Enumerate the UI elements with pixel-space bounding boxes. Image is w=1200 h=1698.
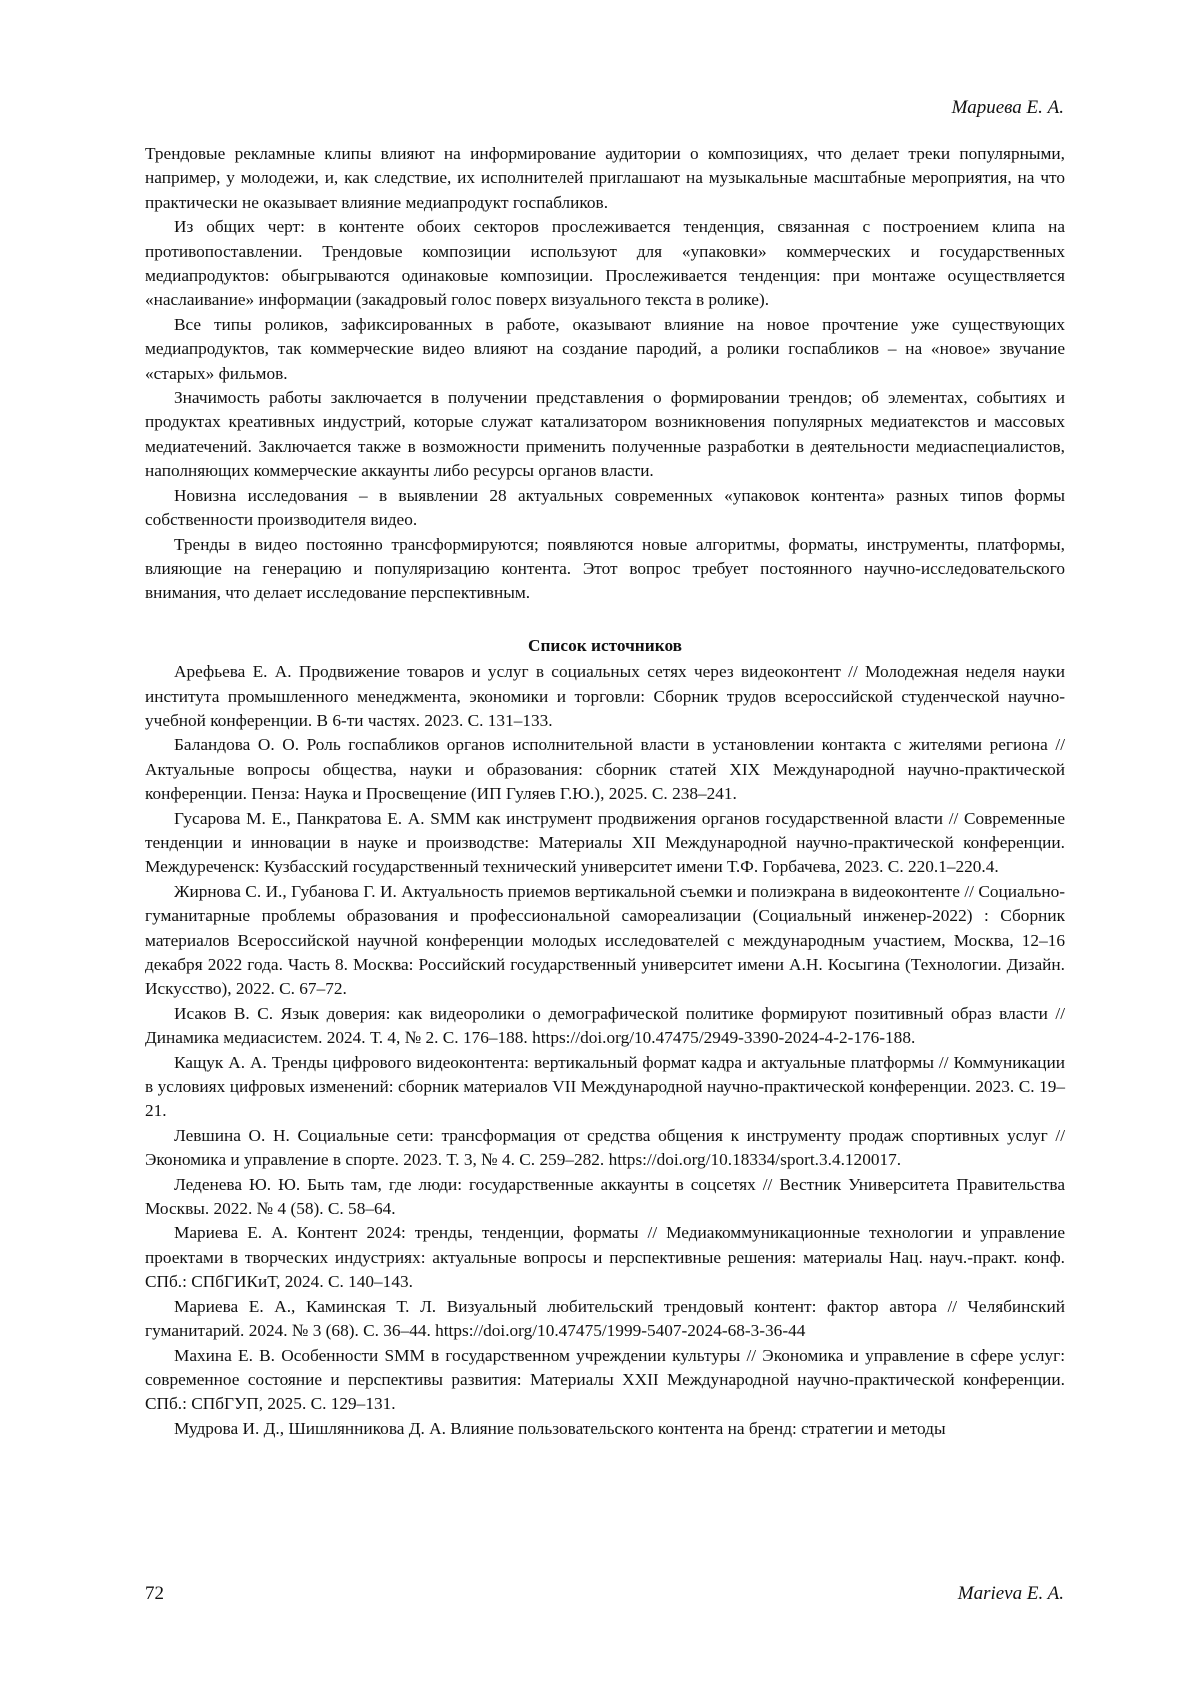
page-number: 72 [145,1583,164,1604]
reference-item: Мариева Е. А. Контент 2024: тренды, тенденции, форматы // Медиакоммуникационные технологии и управление проектами в творческих индустриях: актуальные вопросы и перспективные решения: материалы Нац. науч.-практ. конф. СПб.: СПбГИКиТ, 2024. С. 140–143. [145,1223,1065,1292]
reference-item: Левшина О. Н. Социальные сети: трансформация от средства общения к инструменту продаж спортивных услуг // Экономика и управление в спорте. 2023. Т. 3, № 4. С. 259–282. https://doi.org/10.18334/sport.3.4.120017. [145,1125,1065,1170]
reference-item: Махина Е. В. Особенности SMM в государственном учреждении культуры // Экономика и управление в сфере услуг: современное состояние и перспективы развития: Материалы XXII Международной научно-практической конференции. СПб.: СПбГУП, 2025. С. 129–131. [145,1345,1065,1414]
running-head: Мариева Е. А. [951,97,1064,118]
reference-item: Жирнова С. И., Губанова Г. И. Актуальность приемов вертикальной съемки и полиэкрана в видеоконтенте // Социально-гуманитарные проблемы образования и профессиональной самореализации (Социальный инженер-2022) : Сборник материалов Всероссийской научной конференции молодых исследователей с международным участием, Москва, 12–16 декабря 2022 года. Часть 8. Москва: Российский государственный университет имени А.Н. Косыгина (Технологии. Дизайн. Искусство), 2022. С. 67–72. [145,881,1065,999]
body-paragraph: Все типы роликов, зафиксированных в работе, оказывают влияние на новое прочтение уже существующих медиапродуктов, так коммерческие видео влияют на создание пародий, а ролики госпабликов – на «новое» звучание «старых» фильмов. [145,314,1065,383]
article-body [145,142,1065,1441]
reference-item: Арефьева Е. А. Продвижение товаров и услуг в социальных сетях через видеоконтент // Молодежная неделя науки института промышленного менеджмента, экономики и торговли: Сборник трудов всероссийской студенческой научно-учебной конференции. В 6-ти частях. 2023. С. 131–133. [145,662,1065,730]
references-title: Список источников [528,635,682,655]
reference-item: Баландова О. О. Роль госпабликов органов исполнительной власти в установлении контакта с жителями региона // Актуальные вопросы общества, науки и образования: сборник статей XIX Международной научно-практической конференции. Пенза: Наука и Просвещение (ИП Гуляев Г.Ю.), 2025. С. 238–241. [145,735,1065,804]
reference-item: Мариева Е. А., Каминская Т. Л. Визуальный любительский трендовый контент: фактор автора // Челябинский гуманитарий. 2024. № 3 (68). С. 36–44. https://doi.org/10.47475/1999-5407-2024-68-3-36-44 [145,1296,1065,1341]
footer-author: Marieva E. A. [957,1583,1064,1604]
reference-item: Гусарова М. Е., Панкратова Е. А. SMM как инструмент продвижения органов государственной власти // Современные тенденции и инновации в науке и производстве: Материалы XII Международной научно-практической конференции. Междуреченск: Кузбасский государственный технический университет имени Т.Ф. Горбачева, 2023. С. 220.1–220.4. [145,808,1065,877]
reference-item: Исаков В. С. Язык доверия: как видеоролики о демографической политике формируют позитивный образ власти // Динамика медиасистем. 2024. Т. 4, № 2. С. 176–188. https://doi.org/10.47475/2949-3390-2024-4-2-176-188. [145,1003,1065,1048]
body-paragraph: Трендовые рекламные клипы влияют на информирование аудитории о композициях, что делает треки популярными, например, у молодежи, и, как следствие, их исполнителей приглашают на музыкальные масштабные мероприятия, на что практически не оказывает влияние медиапродукт госпабликов. [145,144,1065,212]
body-paragraph: Новизна исследования – в выявлении 28 актуальных современных «упаковок контента» разных типов формы собственности производителя видео. [145,485,1065,530]
body-paragraph: Тренды в видео постоянно трансформируются; появляются новые алгоритмы, форматы, инструменты, платформы, влияющие на генерацию и популяризацию контента. Этот вопрос требует постоянного научно-исследовательского внимания, что делает исследование перспективным. [145,534,1065,603]
references-list [145,660,1065,1441]
body-paragraph: Значимость работы заключается в получении представления о формировании трендов; об элементах, событиях и продуктах креативных индустрий, которые служат катализатором возникновения популярных медиатекстов и массовых медиатечений. Заключается также в возможности применить полученные разработки в деятельности медиаспециалистов, наполняющих коммерческие аккаунты либо ресурсы органов власти. [145,388,1065,481]
reference-item: Мудрова И. Д., Шишлянникова Д. А. Влияние пользовательского контента на бренд: стратегии и методы [174,1418,946,1438]
reference-item: Леденева Ю. Ю. Быть там, где люди: государственные аккаунты в соцсетях // Вестник Университета Правительства Москвы. 2022. № 4 (58). С. 58–64. [145,1174,1065,1219]
body-paragraph: Из общих черт: в контенте обоих секторов прослеживается тенденция, связанная с построением клипа на противопоставлении. Трендовые композиции используют для «упаковки» коммерческих и государственных медиапродуктов: обыгрываются одинаковые композиции. Прослеживается тенденция: при монтаже осуществляется «наслаивание» информации (закадровый голос поверх визуального текста в ролике). [145,217,1065,310]
reference-item: Кащук А. А. Тренды цифрового видеоконтента: вертикальный формат кадра и актуальные платформы // Коммуникации в условиях цифровых изменений: сборник материалов VII Международной научно-практической конференции. 2023. С. 19–21. [145,1052,1065,1121]
